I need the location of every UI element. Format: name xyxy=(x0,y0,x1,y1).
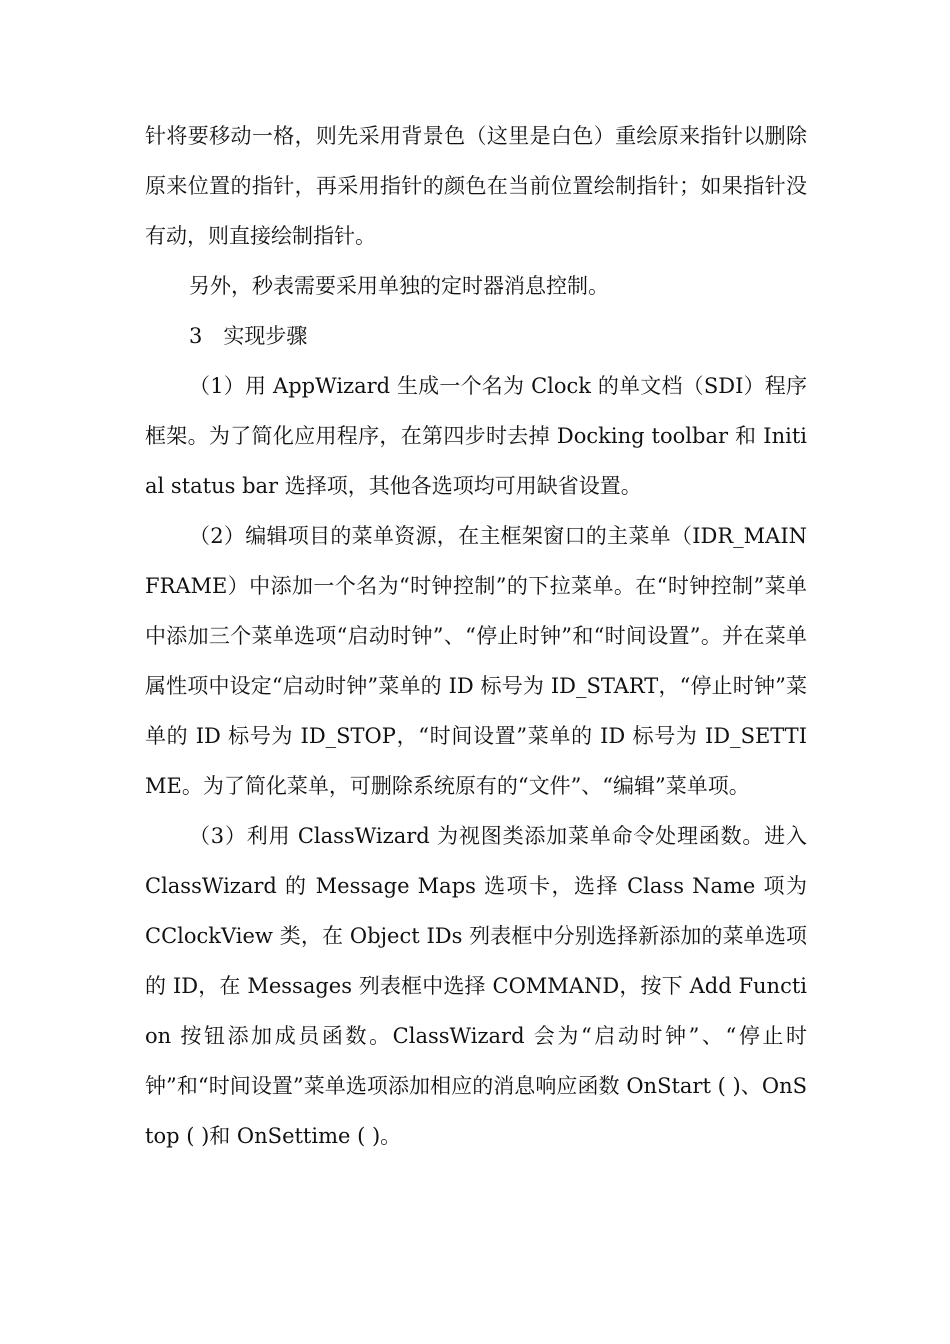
paragraph-step-3: （3）利用 ClassWizard 为视图类添加菜单命令处理函数。进入 ClassWizard 的 Message Maps 选项卡，选择 Class Name 项为 CClockView 类，在 Object IDs 列表框中分别选择新添加的菜单选项的 ID，在 Messages 列表框中选择 COMMAND，按下 Add Function 按钮添加成员函数。ClassWizard 会为“启动时钟”、“停止时钟”和“时间设置”菜单选项添加相应的消息响应函数 OnStart ( )、OnStop ( )和 OnSettime ( )。 xyxy=(145,824,807,1148)
paragraph-continuation: 针将要移动一格，则先采用背景色（这里是白色）重绘原来指针以删除原来位置的指针，再采用指针的颜色在当前位置绘制指针；如果指针没有动，则直接绘制指针。 xyxy=(145,124,807,248)
paragraph-stopwatch-timer: 另外，秒表需要采用单独的定时器消息控制。 xyxy=(189,274,609,298)
document-page xyxy=(145,111,807,1161)
paragraph-step-1: （1）用 AppWizard 生成一个名为 Clock 的单文档（SDI）程序框架。为了简化应用程序，在第四步时去掉 Docking toolbar 和 Initial status bar 选择项，其他各选项均可用缺省设置。 xyxy=(145,374,807,498)
section-heading-implementation-steps: 3 实现步骤 xyxy=(189,324,308,348)
paragraph-step-2: （2）编辑项目的菜单资源，在主框架窗口的主菜单（IDR_MAINFRAME）中添加一个名为“时钟控制”的下拉菜单。在“时钟控制”菜单中添加三个菜单选项“启动时钟”、“停止时钟”和“时间设置”。并在菜单属性项中设定“启动时钟”菜单的 ID 标号为 ID_START，“停止时钟”菜单的 ID 标号为 ID_STOP，“时间设置”菜单的 ID 标号为 ID_SETTIME。为了简化菜单，可删除系统原有的“文件”、“编辑”菜单项。 xyxy=(145,524,807,798)
